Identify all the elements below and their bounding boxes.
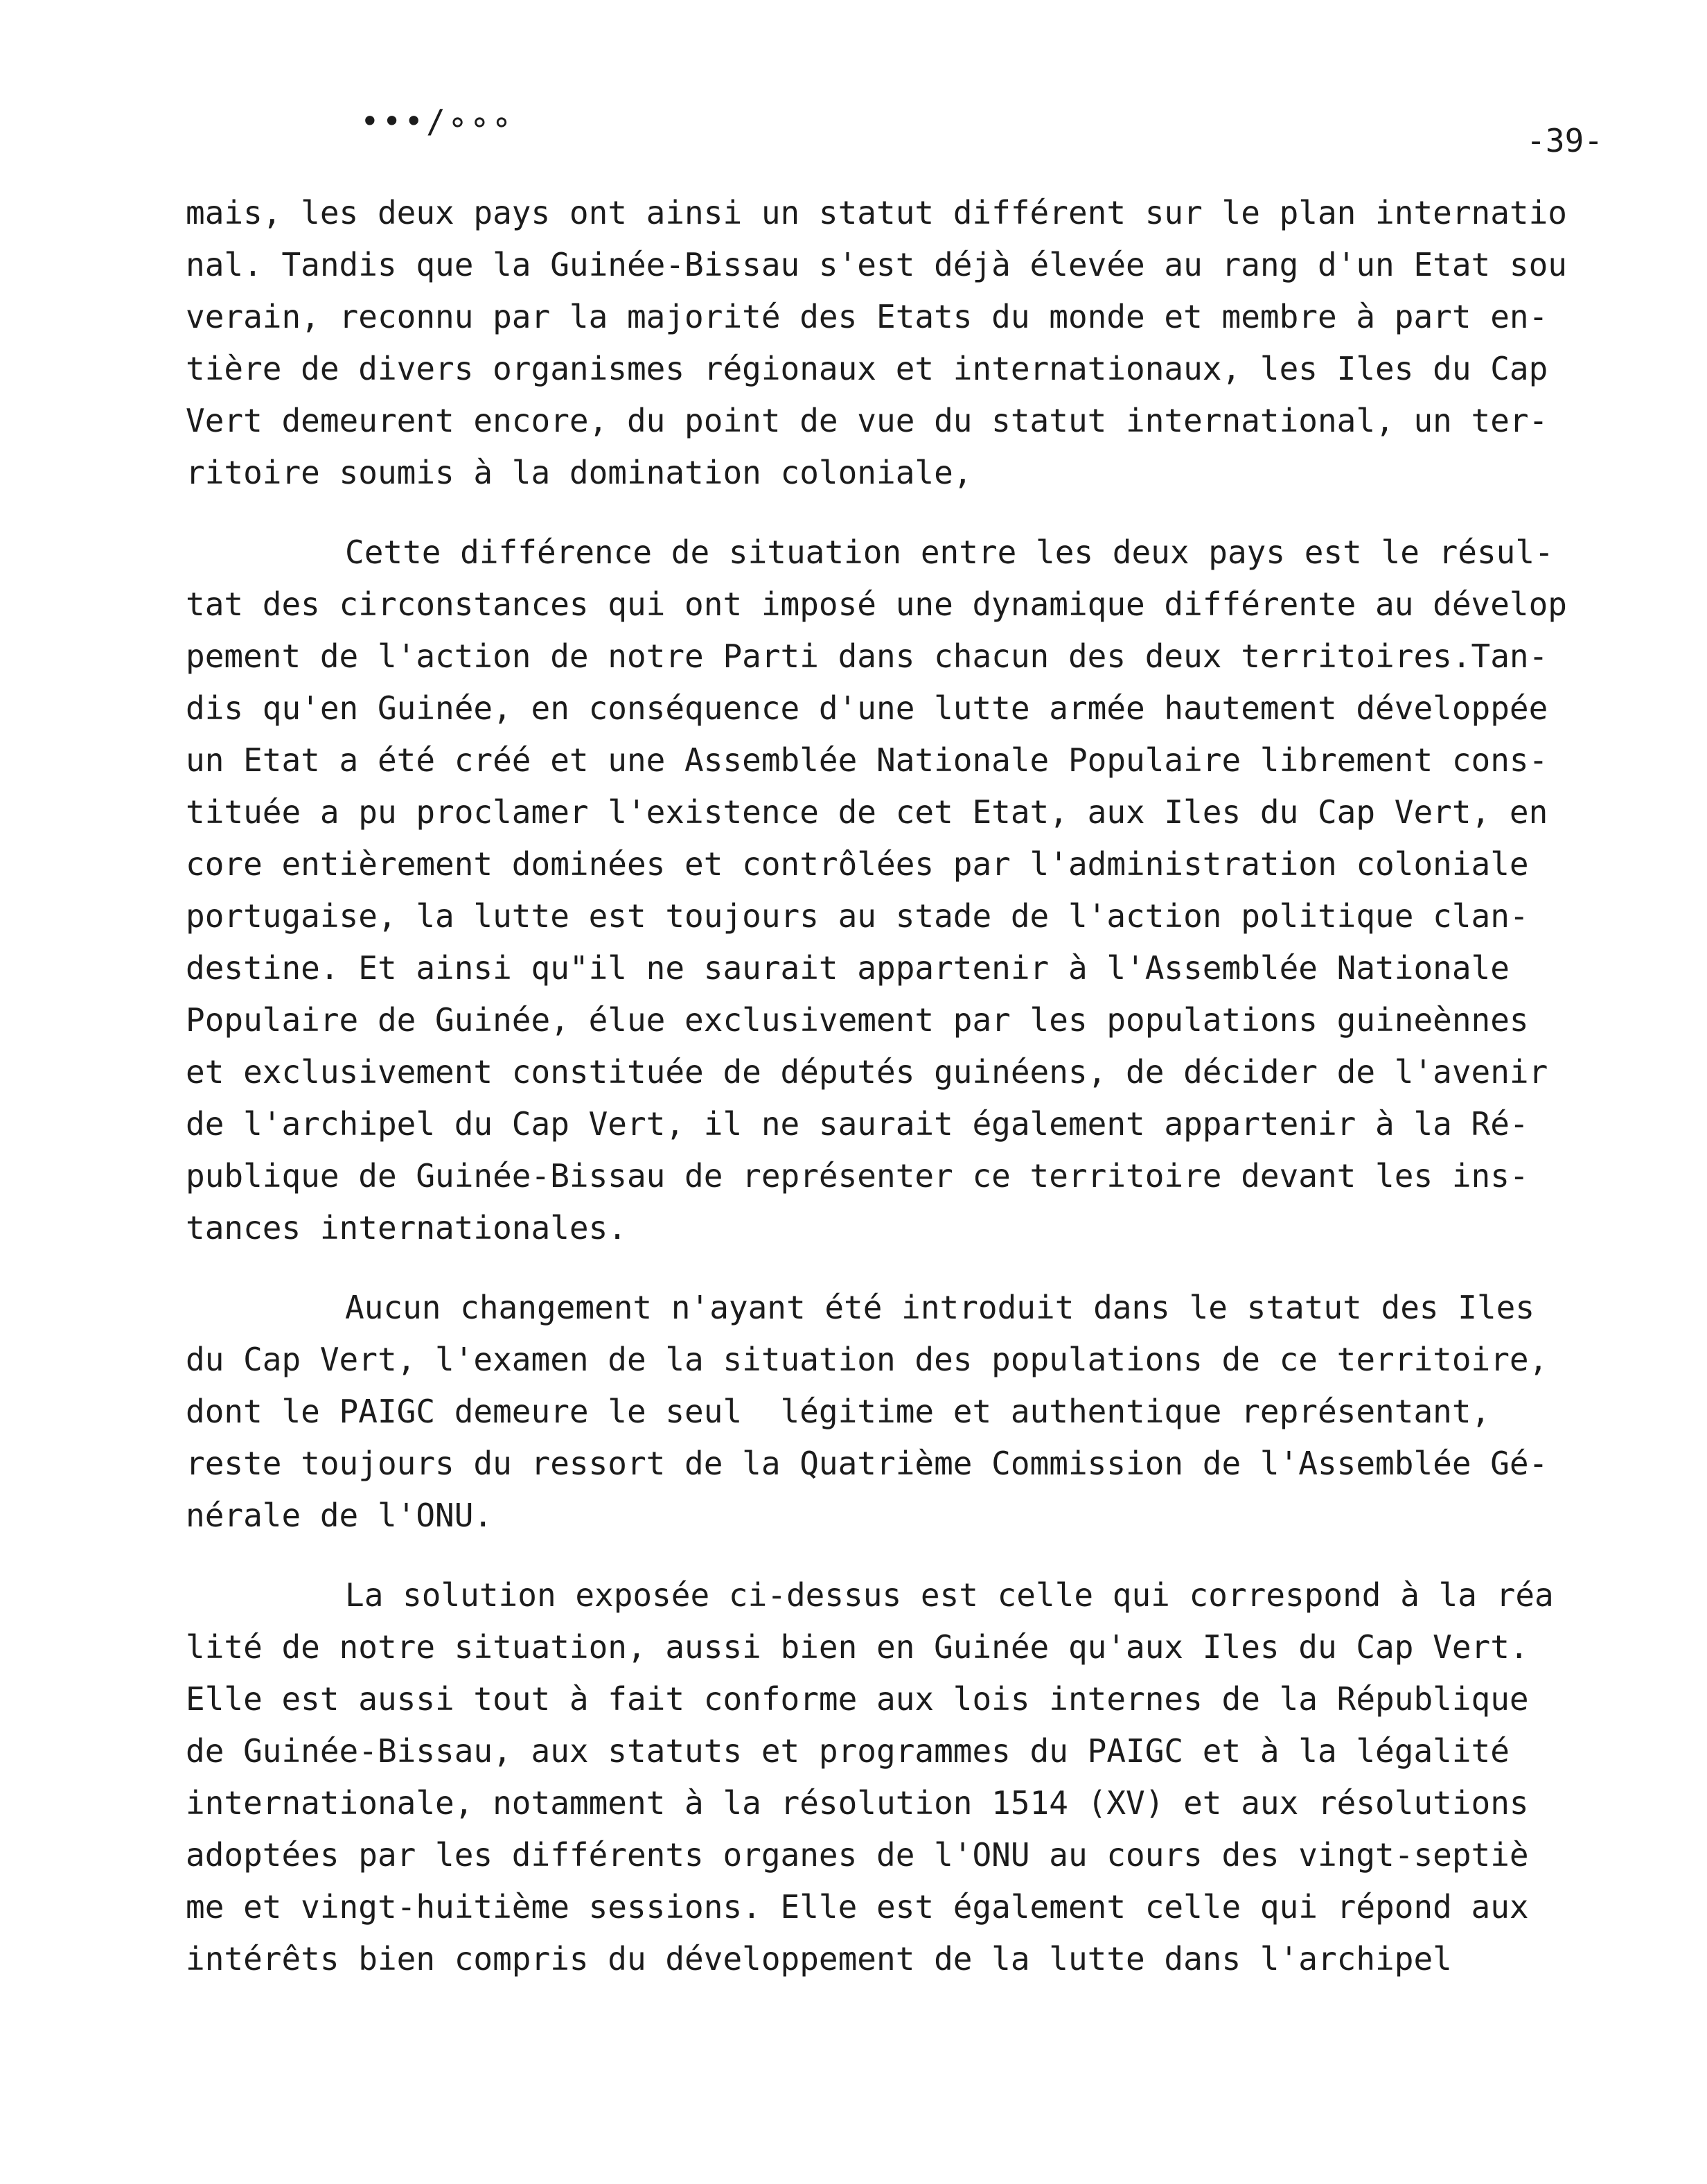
text-line: un Etat a été créé et une Assemblée Nationale Populaire librement cons- <box>186 741 1548 779</box>
text-line: tituée a pu proclamer l'existence de cet Etat, aux Iles du Cap Vert, en <box>186 793 1548 831</box>
text-line: verain, reconnu par la majorité des Etats du monde et membre à part en- <box>186 298 1548 335</box>
text-line: nérale de l'ONU. <box>186 1497 493 1534</box>
text-line: internationale, notamment à la résolution 1514 (XV) et aux résolutions <box>186 1784 1529 1822</box>
paragraph-3 <box>186 1282 1668 1542</box>
text-line: La solution exposée ci-dessus est celle qui correspond à la réa <box>345 1576 1554 1614</box>
text-line: Populaire de Guinée, élue exclusivement par les populations guineènnes <box>186 1001 1529 1039</box>
text-line: reste toujours du ressort de la Quatrième Commission de l'Assemblée Gé- <box>186 1445 1548 1482</box>
text-line: Aucun changement n'ayant été introduit dans le statut des Iles <box>345 1289 1535 1326</box>
page-number: -39- <box>1526 122 1603 159</box>
paragraph-1 <box>186 187 1668 499</box>
text-line: dont le PAIGC demeure le seul légitime et authentique représentant, <box>186 1393 1491 1430</box>
text-line: lité de notre situation, aussi bien en Guinée qu'aux Iles du Cap Vert. <box>186 1628 1529 1666</box>
text-line: adoptées par les différents organes de l'ONU au cours des vingt-septiè <box>186 1836 1529 1874</box>
text-line: tances internationales. <box>186 1209 627 1247</box>
paragraph-4 <box>186 1569 1668 1985</box>
text-line: de l'archipel du Cap Vert, il ne saurait également appartenir à la Ré- <box>186 1105 1529 1143</box>
text-line: publique de Guinée-Bissau de représenter ce territoire devant les ins- <box>186 1157 1529 1195</box>
text-line: dis qu'en Guinée, en conséquence d'une lutte armée hautement développée <box>186 689 1548 727</box>
text-line: me et vingt-huitième sessions. Elle est également celle qui répond aux <box>186 1888 1529 1926</box>
text-line: mais, les deux pays ont ainsi un statut différent sur le plan internatio <box>186 194 1567 231</box>
body-text <box>186 187 1668 1985</box>
text-line: core entièrement dominées et contrôlées par l'administration coloniale <box>186 845 1529 883</box>
text-line: portugaise, la lutte est toujours au stade de l'action politique clan- <box>186 897 1529 935</box>
text-line: tière de divers organismes régionaux et internationaux, les Iles du Cap <box>186 350 1548 387</box>
text-line: pement de l'action de notre Parti dans chacun des deux territoires.Tan- <box>186 637 1548 675</box>
paragraph-2 <box>186 527 1668 1254</box>
text-line: de Guinée-Bissau, aux statuts et programmes du PAIGC et à la légalité <box>186 1732 1510 1770</box>
text-line: tat des circonstances qui ont imposé une dynamique différente au dévelop <box>186 585 1567 623</box>
text-line: intérêts bien compris du développement de la lutte dans l'archipel <box>186 1940 1452 1978</box>
text-line: Elle est aussi tout à fait conforme aux lois internes de la République <box>186 1680 1529 1718</box>
text-line: ritoire soumis à la domination coloniale, <box>186 454 973 491</box>
text-line: Cette différence de situation entre les deux pays est le résul- <box>345 534 1554 571</box>
continuation-mark: •••/∘∘∘ <box>360 103 514 140</box>
text-line: destine. Et ainsi qu"il ne saurait appartenir à l'Assemblée Nationale <box>186 949 1510 987</box>
text-line: du Cap Vert, l'examen de la situation des populations de ce territoire, <box>186 1341 1548 1378</box>
text-line: Vert demeurent encore, du point de vue du statut international, un ter- <box>186 402 1548 439</box>
text-line: nal. Tandis que la Guinée-Bissau s'est déjà élevée au rang d'un Etat sou <box>186 246 1567 283</box>
text-line: et exclusivement constituée de députés guinéens, de décider de l'avenir <box>186 1053 1548 1091</box>
